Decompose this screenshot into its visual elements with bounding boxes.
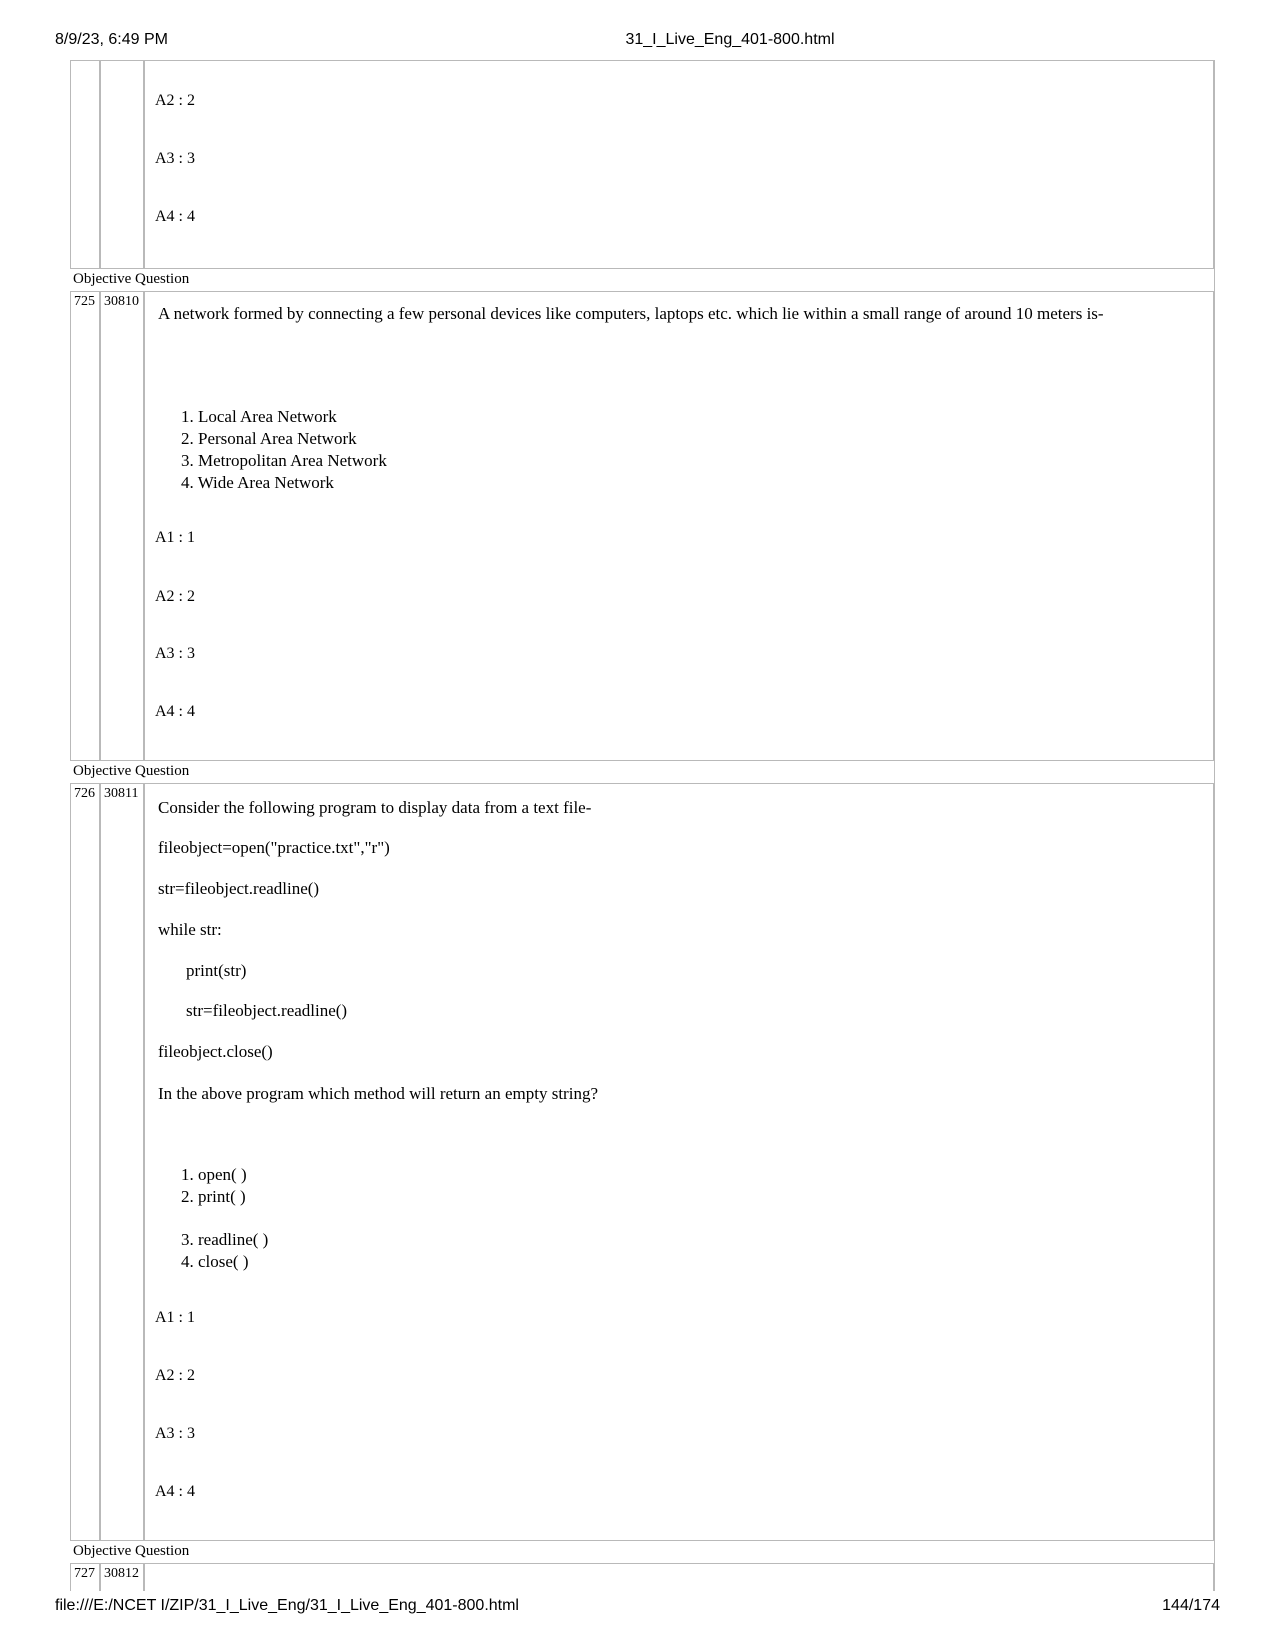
print-datetime: 8/9/23, 6:49 PM [55, 31, 168, 48]
serial-number: 726 [70, 783, 100, 1541]
question-id: 30811 [100, 783, 144, 1541]
content-cell [144, 291, 1214, 761]
answer-a1: A1 : 1 [155, 529, 195, 546]
question-text: A network formed by connecting a few personal devices like computers, laptops etc. which lie within a small range of around 10 meters is- [158, 304, 1104, 323]
answer-a4: A4 : 4 [155, 208, 195, 225]
answer-a4: A4 : 4 [155, 1483, 195, 1500]
option-2: 2. Personal Area Network [181, 429, 357, 448]
answer-a3: A3 : 3 [155, 645, 195, 662]
answer-a4: A4 : 4 [155, 703, 195, 720]
option-3: 3. readline( ) [181, 1230, 269, 1249]
file-path: file:///E:/NCET I/ZIP/31_I_Live_Eng/31_I_Live_Eng_401-800.html [55, 1597, 519, 1614]
answer-a2: A2 : 2 [155, 92, 195, 109]
qid-cell [100, 60, 144, 269]
section-label: Objective Question [73, 271, 190, 287]
option-1: 1. Local Area Network [181, 407, 337, 426]
answer-a3: A3 : 3 [155, 150, 195, 167]
answer-a2: A2 : 2 [155, 1367, 195, 1384]
serial-number: 727 [70, 1563, 100, 1591]
answer-a2: A2 : 2 [155, 588, 195, 605]
option-2: 2. print( ) [181, 1187, 246, 1206]
code-line-6: fileobject.close() [158, 1042, 273, 1061]
question-id: 30810 [100, 291, 144, 761]
document-title: 31_I_Live_Eng_401-800.html [625, 31, 835, 48]
question-text: In the above program which method will return an empty string? [158, 1084, 598, 1103]
page-number: 144/174 [1162, 1597, 1220, 1614]
code-line-1: fileobject=open("practice.txt","r") [158, 838, 390, 857]
code-line-3: while str: [158, 920, 222, 939]
option-4: 4. close( ) [181, 1252, 249, 1271]
section-label: Objective Question [73, 763, 190, 779]
option-4: 4. Wide Area Network [181, 473, 334, 492]
serial-number: 725 [70, 291, 100, 761]
sno-cell [70, 60, 100, 269]
content-cell [144, 1563, 1214, 1591]
code-line-4: print(str) [186, 961, 247, 980]
question-id: 30812 [100, 1563, 144, 1591]
option-3: 3. Metropolitan Area Network [181, 451, 387, 470]
option-1: 1. open( ) [181, 1165, 247, 1184]
section-label: Objective Question [73, 1543, 190, 1559]
right-border [1214, 60, 1219, 1591]
code-line-5: str=fileobject.readline() [186, 1001, 348, 1020]
code-line-2: str=fileobject.readline() [158, 879, 320, 898]
question-intro: Consider the following program to display data from a text file- [158, 798, 592, 817]
answer-a1: A1 : 1 [155, 1309, 195, 1326]
content-cell [144, 60, 1214, 269]
answer-a3: A3 : 3 [155, 1425, 195, 1442]
